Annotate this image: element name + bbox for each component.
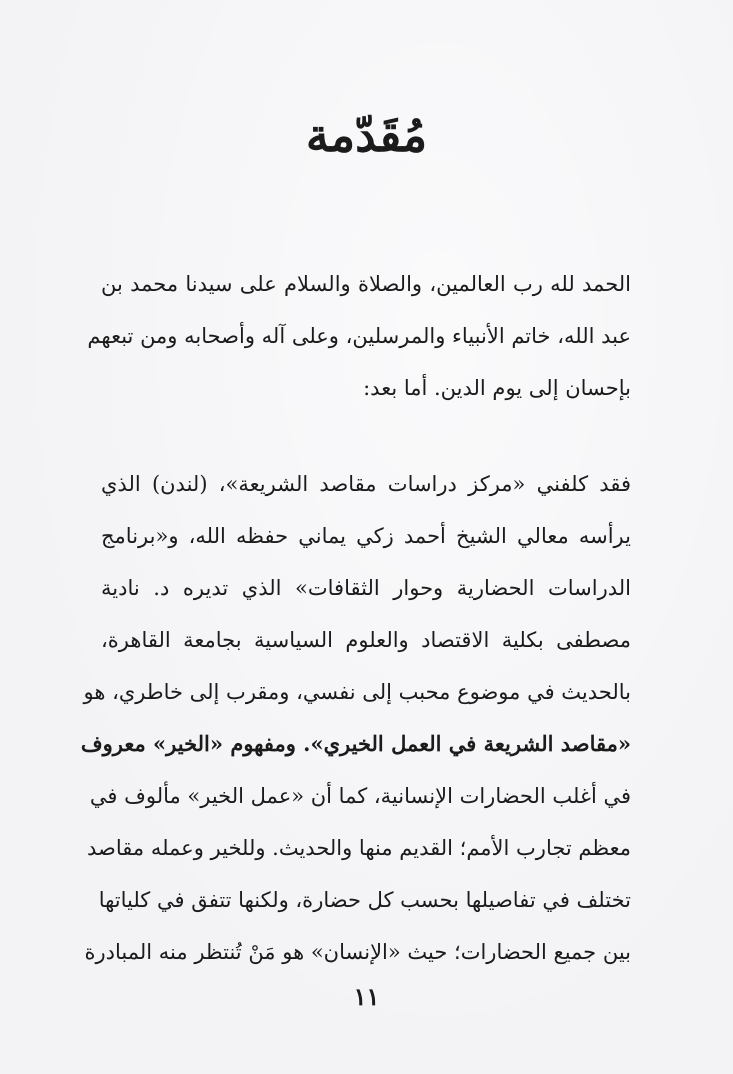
text-line: الحمد لله رب العالمين، والصلاة والسلام على سيدنا محمد بن [101, 272, 631, 296]
text-line: معظم تجارب الأمم؛ القديم منها والحديث. وللخير وعمله مقاصد [87, 836, 631, 860]
page-number: ١١ [353, 982, 380, 1011]
text-line: بين جميع الحضارات؛ حيث «الإنسان» هو مَنْ تُنتظر منه المبادرة [84, 940, 631, 964]
text-line: فقد كلفني «مركز دراسات مقاصد الشريعة»، (لندن) الذي [101, 472, 631, 496]
text-line: يرأسه معالي الشيخ أحمد زكي يماني حفظه الله، و«برنامج [101, 524, 631, 548]
paragraph-opening [87, 258, 631, 414]
text-line: عبد الله، خاتم الأنبياء والمرسلين، وعلى آله وأصحابه ومن تبعهم [87, 324, 631, 348]
page-title: مُقَدّمة [305, 108, 428, 162]
text-line: «مقاصد الشريعة في العمل الخيري». ومفهوم «الخير» معروف [80, 731, 631, 756]
text-line: في أغلب الحضارات الإنسانية، كما أن «عمل الخير» مألوف في [89, 784, 631, 808]
text-line: بإحسان إلى يوم الدين. أما بعد: [363, 376, 631, 400]
text-line: مصطفى بكلية الاقتصاد والعلوم السياسية بجامعة القاهرة، [101, 628, 631, 652]
text-line: تختلف في تفاصيلها بحسب كل حضارة، ولكنها تتفق في كلياتها [98, 888, 631, 912]
text-line: بالحديث في موضوع محبب إلى نفسي، ومقرب إلى خاطري، هو [83, 680, 631, 704]
paragraph-main [80, 458, 631, 978]
text-line: الدراسات الحضارية وحوار الثقافات» الذي تديره د. نادية [101, 576, 631, 600]
paragraph-gap [101, 414, 631, 458]
body-text [80, 258, 631, 978]
